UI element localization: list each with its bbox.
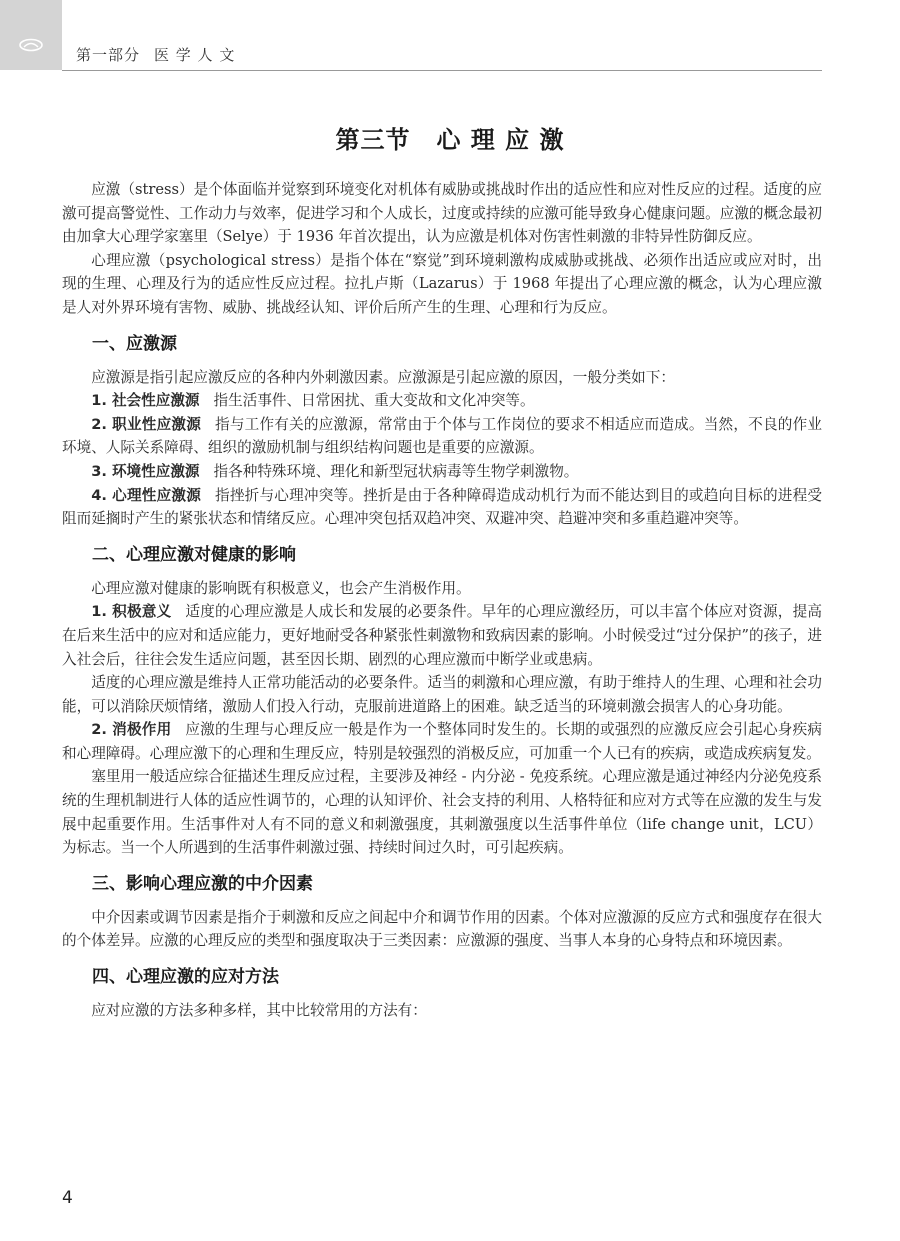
item-text: 指各种特殊环境、理化和新型冠状病毒等生物学刺激物。 (213, 462, 579, 480)
heading-mediating-factors: 三、影响心理应激的中介因素 (92, 873, 313, 894)
intro-paragraph-2: 心理应激（psychological stress）是指个体在“察觉”到环境刺激构成威胁或挑战、必须作出适应或应对时，出现的生理、心理及行为的适应性反应过程。拉扎卢斯（Lazarus）于 1968 年提出了心理应激的概念，认为心理应激是人对外界环境有害物、威胁、挑战经认知、评价后所产生的生理、心理和行为反应。 (62, 251, 822, 316)
heading-stressors: 一、应激源 (92, 333, 177, 354)
health-impact-intro: 心理应激对健康的影响既有积极意义，也会产生消极作用。 (91, 579, 471, 597)
stressor-item-occupational (62, 413, 822, 460)
intro-paragraph-1: 应激（stress）是个体面临并觉察到环境变化对机体有威胁或挑战时作出的适应性和应对性反应的过程。适度的应激可提高警觉性、工作动力与效率，促进学习和个人成长，过度或持续的应激可能导致身心健康问题。应激的概念最初由加拿大心理学家塞里（Selye）于 1936 年首次提出，认为应激是机体对伤害性刺激的非特异性防御反应。 (62, 181, 822, 246)
item-lead: 3. 环境性应激源 (91, 462, 200, 480)
stressor-item-environmental (62, 460, 822, 484)
book-logo-icon (18, 38, 44, 52)
running-header (76, 44, 235, 65)
header-part: 第一部分 (76, 46, 141, 64)
item-lead: 1. 社会性应激源 (91, 392, 200, 410)
positive-effect-paragraph-2: 适度的心理应激是维持人正常功能活动的必要条件。适当的刺激和心理应激，有助于维持人的生理、心理和社会功能，可以消除厌烦情绪，激励人们投入行动，克服前进道路上的困难。缺乏适当的环境刺激会损害人的心身功能。 (62, 674, 822, 715)
positive-lead: 1. 积极意义 (91, 603, 172, 621)
page-number: 4 (62, 1188, 73, 1208)
item-lead: 2. 职业性应激源 (91, 415, 202, 433)
negative-text: 应激的生理与心理反应一般是作为一个整体同时发生的。长期的或强烈的应激反应会引起心身疾病和心理障碍。心理应激下的心理和生理反应，特别是较强烈的消极反应，可加重一个人已有的疾病，或造成疾病复发。 (62, 721, 822, 762)
section-title (0, 120, 900, 155)
stressor-item-social (62, 389, 822, 413)
item-text: 指挫折与心理冲突等。挫折是由于各种障碍造成动机行为而不能达到目的或趋向目标的进程受阻而延搁时产生的紧张状态和情绪反应。心理冲突包括双趋冲突、双避冲突、趋避冲突和多重趋避冲突等。 (62, 486, 822, 528)
coping-methods-paragraph: 应对应激的方法多种多样，其中比较常用的方法有： (91, 1002, 427, 1020)
section-name: 心 理 应 激 (436, 126, 565, 154)
item-text: 指与工作有关的应激源，常常由于个体与工作岗位的要求不相适应而造成。当然，不良的作业环境、人际关系障碍、组织的激励机制与组织结构问题也是重要的应激源。 (62, 415, 822, 457)
section-number: 第三节 (335, 126, 411, 154)
body-content (62, 178, 822, 1023)
item-lead: 4. 心理性应激源 (91, 486, 202, 504)
header-part-title: 医 学 人 文 (154, 46, 236, 64)
negative-lead: 2. 消极作用 (91, 721, 172, 739)
negative-effect-paragraph (62, 718, 822, 765)
header-divider (62, 70, 822, 71)
heading-health-impact: 二、心理应激对健康的影响 (92, 544, 296, 565)
stressor-item-psychological (62, 484, 822, 531)
heading-coping-methods: 四、心理应激的应对方法 (92, 967, 279, 988)
mediating-factors-paragraph: 中介因素或调节因素是指介于刺激和反应之间起中介和调节作用的因素。个体对应激源的反应方式和强度存在很大的个体差异。应激的心理反应的类型和强度取决于三类因素：应激源的强度、当事人本身的心身特点和环境因素。 (62, 908, 822, 950)
negative-effect-paragraph-2: 塞里用一般适应综合征描述生理反应过程，主要涉及神经 - 内分泌 - 免疫系统。心理应激是通过神经内分泌免疫系统的生理机制进行人体的适应性调节的，心理的认知评价、社会支持的利用、人格特征和应对方式等在应激的发生与发展中起重要作用。生活事件对人有不同的意义和刺激强度，其刺激强度以生活事件单位（life change unit，LCU）为标志。当一个人所遇到的生活事件刺激过强、持续时间过久时，可引起疾病。 (62, 768, 822, 857)
item-text: 指生活事件、日常困扰、重大变故和文化冲突等。 (213, 392, 535, 410)
stressors-intro: 应激源是指引起应激反应的各种内外刺激因素。应激源是引起应激的原因，一般分类如下： (91, 368, 675, 386)
positive-text: 适度的心理应激是人成长和发展的必要条件。早年的心理应激经历，可以丰富个体应对资源，提高在后来生活中的应对和适应能力，更好地耐受各种紧张性刺激物和致病因素的影响。小时候受过“过分保护”的孩子，进入社会后，往往会发生适应问题，甚至因长期、剧烈的心理应激而中断学业或患病。 (62, 603, 822, 668)
positive-effect-paragraph (62, 600, 822, 671)
header-tab (0, 0, 62, 70)
